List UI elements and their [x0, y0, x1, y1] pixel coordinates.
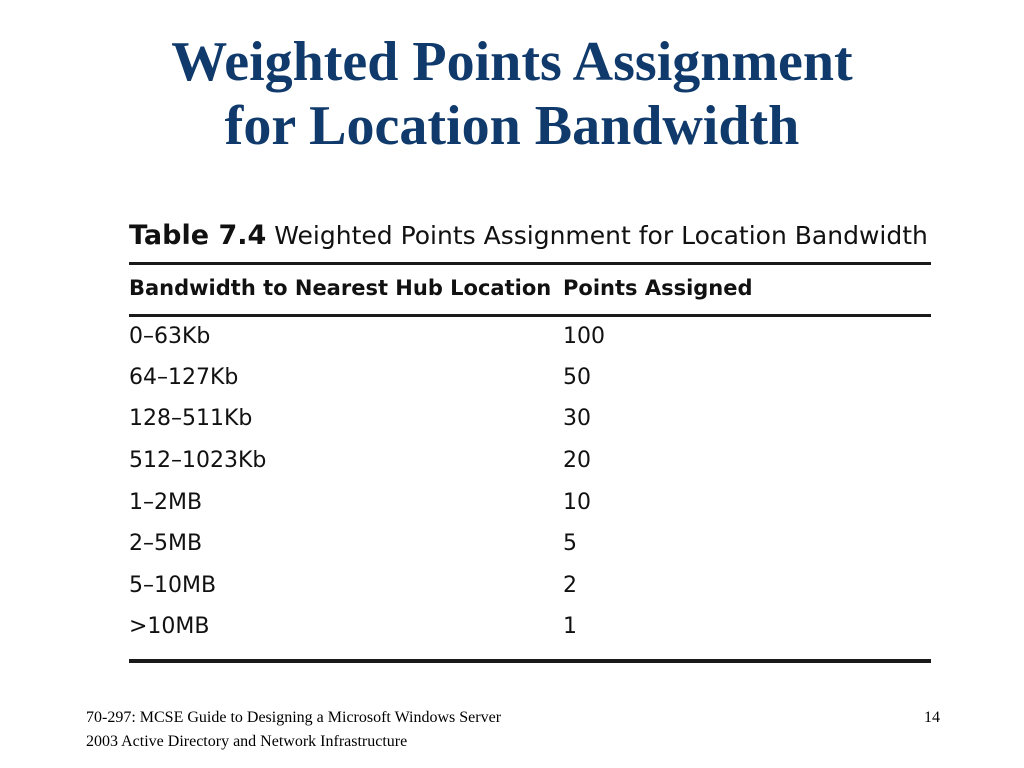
table-row	[129, 317, 931, 358]
slide-title-line-1: Weighted Points Assignment	[171, 31, 853, 93]
footer-text	[86, 706, 616, 754]
points-cell: 2	[563, 573, 577, 598]
bandwidth-cell: 128–511Kb	[129, 406, 253, 431]
points-cell: 10	[563, 490, 591, 515]
column-header-bandwidth: Bandwidth to Nearest Hub Location	[129, 276, 552, 300]
points-cell: 1	[563, 614, 577, 639]
table-row	[129, 483, 931, 524]
bandwidth-cell: 1–2MB	[129, 490, 203, 515]
bandwidth-cell: 64–127Kb	[129, 365, 239, 390]
points-cell: 20	[563, 448, 591, 473]
points-cell: 100	[563, 324, 605, 349]
table-caption-number: Table 7.4	[129, 220, 267, 251]
table-row	[129, 607, 931, 648]
bandwidth-cell: 5–10MB	[129, 573, 217, 598]
table-row	[129, 524, 931, 565]
slide-title-line-2: for Location Bandwidth	[224, 95, 800, 157]
table-body	[129, 317, 931, 659]
footer-line-2: 2003 Active Directory and Network Infrastructure	[86, 733, 408, 750]
column-header-points: Points Assigned	[563, 276, 753, 300]
bandwidth-cell: 512–1023Kb	[129, 448, 267, 473]
table-row	[129, 399, 931, 440]
bandwidth-cell: 2–5MB	[129, 531, 203, 556]
footer-line-1: 70-297: MCSE Guide to Designing a Microsoft Windows Server	[86, 709, 502, 726]
slide-title	[0, 30, 1024, 158]
table-row	[129, 441, 931, 482]
bandwidth-cell: 0–63Kb	[129, 324, 211, 349]
table-row	[129, 566, 931, 607]
points-cell: 30	[563, 406, 591, 431]
points-cell: 5	[563, 531, 577, 556]
page-number: 14	[924, 709, 940, 726]
table-row	[129, 358, 931, 399]
table-top-rule	[129, 262, 931, 265]
table-caption	[129, 220, 928, 251]
bandwidth-cell: >10MB	[129, 614, 210, 639]
table-caption-text: Weighted Points Assignment for Location Bandwidth	[274, 221, 928, 250]
points-cell: 50	[563, 365, 591, 390]
table-bottom-rule	[129, 659, 931, 663]
